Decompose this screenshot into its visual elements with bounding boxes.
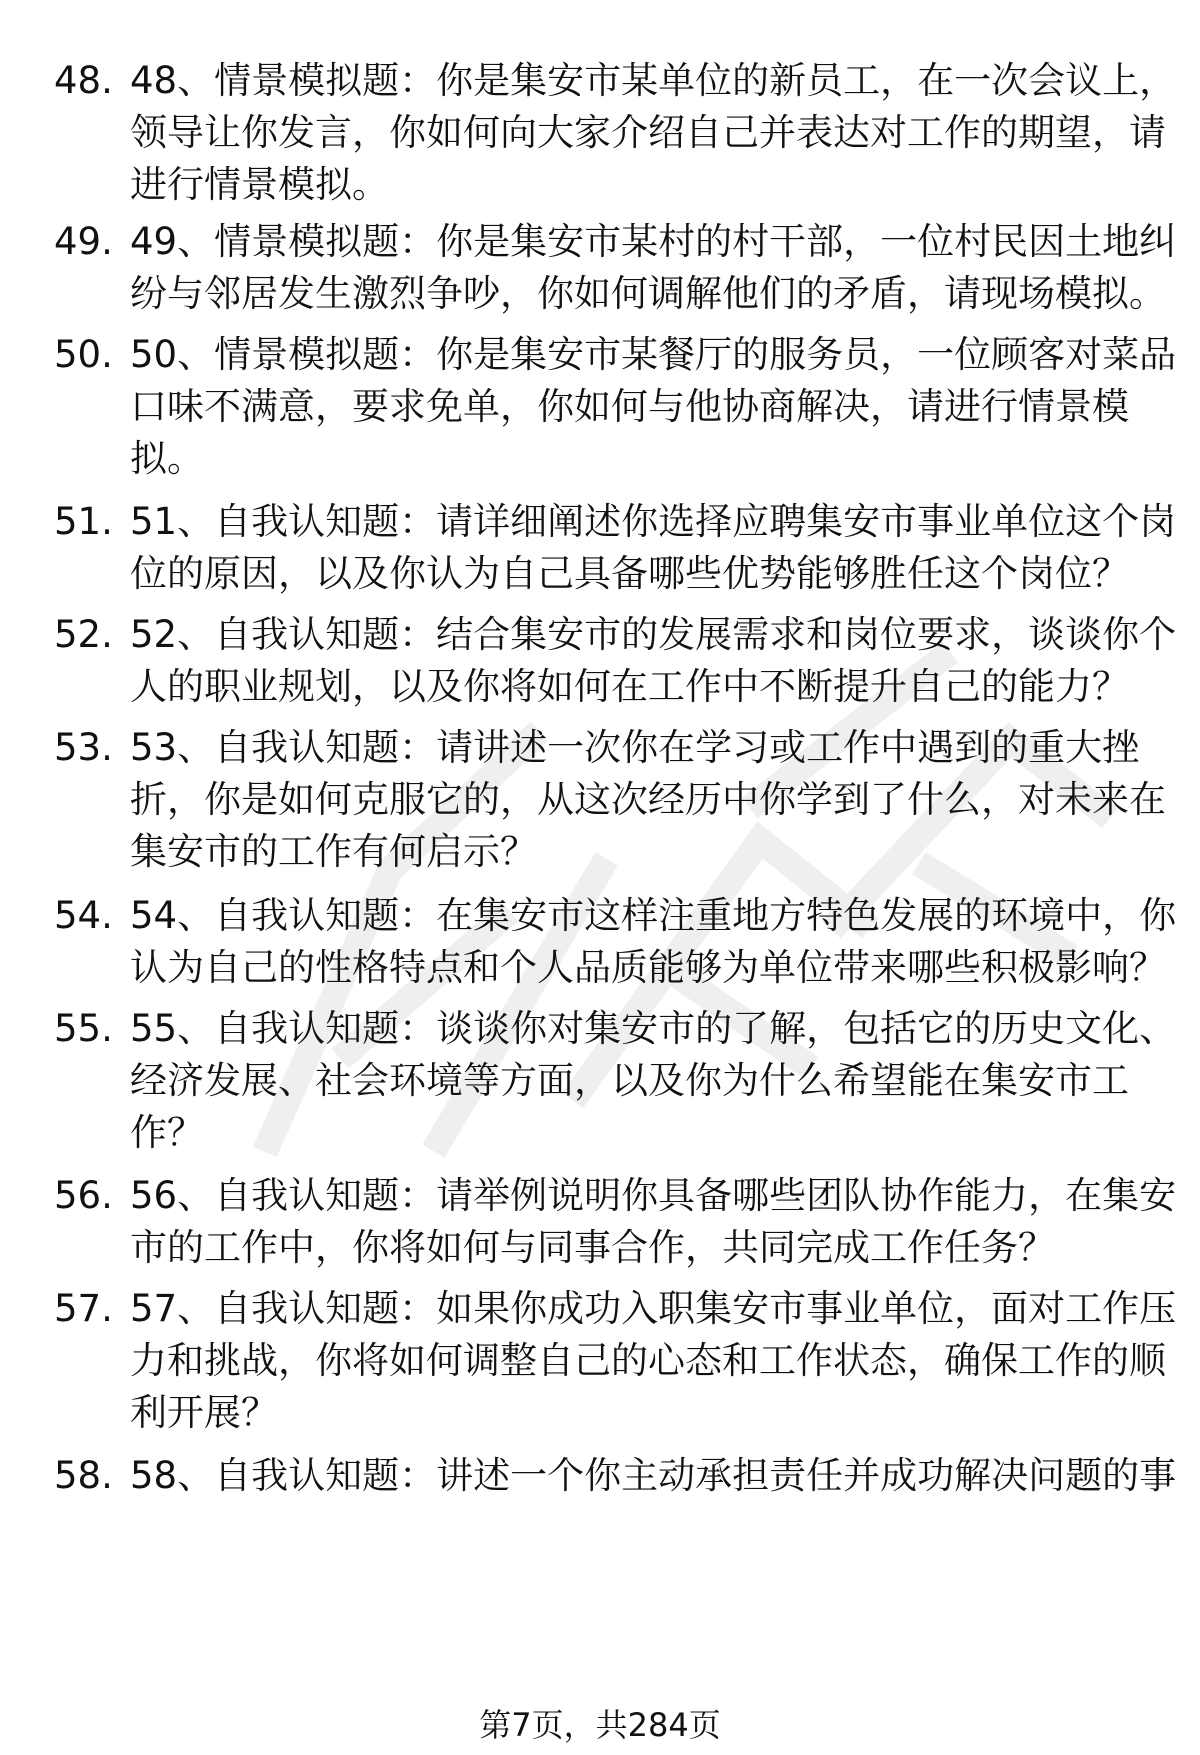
question-number: 55. <box>54 1007 113 1050</box>
question-text <box>130 496 1177 600</box>
question-line: 57、自我认知题：如果你成功入职集安市事业单位，面对工作压 <box>130 1287 1177 1330</box>
question-line: 利开展？ <box>130 1391 278 1434</box>
question-line: 作？ <box>130 1111 204 1154</box>
question-number: 58. <box>54 1454 113 1497</box>
question-line: 人的职业规划，以及你将如何在工作中不断提升自己的能力？ <box>130 665 1129 708</box>
question-line: 55、自我认知题：谈谈你对集安市的了解，包括它的历史文化、 <box>130 1007 1177 1050</box>
question-line: 56、自我认知题：请举例说明你具备哪些团队协作能力，在集安 <box>130 1174 1177 1217</box>
question-line: 纷与邻居发生激烈争吵，你如何调解他们的矛盾，请现场模拟。 <box>130 272 1166 315</box>
question-text <box>130 609 1177 713</box>
question-line: 52、自我认知题：结合集安市的发展需求和岗位要求，谈谈你个 <box>130 613 1177 656</box>
question-text <box>130 1170 1177 1274</box>
question-number: 54. <box>54 894 113 937</box>
question-text <box>130 329 1177 485</box>
question-line: 力和挑战，你将如何调整自己的心态和工作状态，确保工作的顺 <box>130 1339 1166 1382</box>
question-line: 进行情景模拟。 <box>130 163 389 206</box>
question-line: 48、情景模拟题：你是集安市某单位的新员工，在一次会议上， <box>130 59 1177 102</box>
question-number: 51. <box>54 500 113 543</box>
question-line: 54、自我认知题：在集安市这样注重地方特色发展的环境中，你 <box>130 894 1177 937</box>
question-line: 位的原因，以及你认为自己具备哪些优势能够胜任这个岗位？ <box>130 552 1129 595</box>
question-text <box>130 216 1177 320</box>
question-line: 口味不满意，要求免单，你如何与他协商解决，请进行情景模 <box>130 385 1129 428</box>
question-number: 57. <box>54 1287 113 1330</box>
question-line: 市的工作中，你将如何与同事合作，共同完成工作任务？ <box>130 1226 1055 1269</box>
question-line: 51、自我认知题：请详细阐述你选择应聘集安市事业单位这个岗 <box>130 500 1177 543</box>
question-line: 经济发展、社会环境等方面，以及你为什么希望能在集安市工 <box>130 1059 1129 1102</box>
question-text <box>130 1450 1177 1502</box>
question-text <box>130 55 1177 211</box>
question-number: 53. <box>54 726 113 769</box>
question-number: 50. <box>54 333 113 376</box>
question-line: 49、情景模拟题：你是集安市某村的村干部，一位村民因土地纠 <box>130 220 1177 263</box>
question-line: 58、自我认知题：讲述一个你主动承担责任并成功解决问题的事 <box>130 1454 1177 1497</box>
question-text <box>130 722 1166 878</box>
question-line: 领导让你发言，你如何向大家介绍自己并表达对工作的期望，请 <box>130 111 1166 154</box>
question-line: 53、自我认知题：请讲述一次你在学习或工作中遇到的重大挫 <box>130 726 1140 769</box>
question-text <box>130 890 1177 994</box>
question-line: 50、情景模拟题：你是集安市某餐厅的服务员，一位顾客对菜品 <box>130 333 1177 376</box>
question-line: 集安市的工作有何启示？ <box>130 830 537 873</box>
question-line: 折，你是如何克服它的，从这次经历中你学到了什么，对未来在 <box>130 778 1166 821</box>
question-number: 52. <box>54 613 113 656</box>
question-line: 拟。 <box>130 437 204 480</box>
question-number: 49. <box>54 220 113 263</box>
question-line: 认为自己的性格特点和个人品质能够为单位带来哪些积极影响？ <box>130 946 1166 989</box>
question-number: 48. <box>54 59 113 102</box>
question-text <box>130 1283 1177 1439</box>
question-number: 56. <box>54 1174 113 1217</box>
question-text <box>130 1003 1177 1159</box>
page-number: 第7页，共284页 <box>479 1706 721 1744</box>
